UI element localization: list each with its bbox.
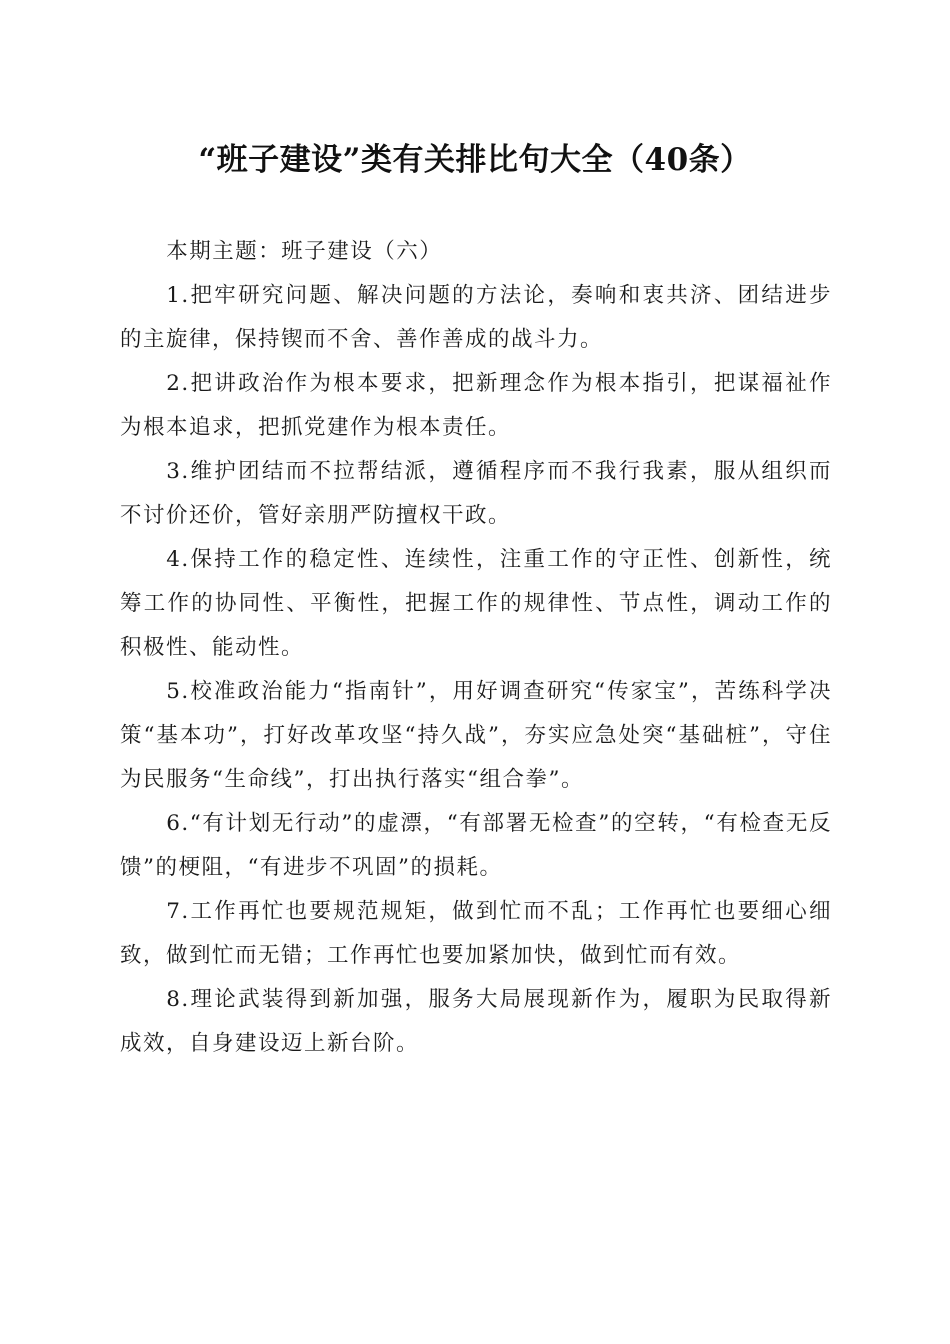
list-item-7: 7.工作再忙也要规范规矩，做到忙而不乱；工作再忙也要细心细致，做到忙而无错；工作再忙也要加紧加快，做到忙而有效。 [120,899,832,968]
list-item-8: 8.理论武装得到新加强，服务大局展现新作为，履职为民取得新成效，自身建设迈上新台阶。 [120,987,832,1056]
list-item-4: 4.保持工作的稳定性、连续性，注重工作的守正性、创新性，统筹工作的协同性、平衡性，把握工作的规律性、节点性，调动工作的积极性、能动性。 [120,547,832,660]
intro-paragraph: 本期主题：班子建设（六） [166,239,443,264]
list-item-3: 3.维护团结而不拉帮结派，遵循程序而不我行我素，服从组织而不讨价还价，管好亲朋严防擅权干政。 [120,459,832,528]
document-body [120,230,832,1066]
list-item-6: 6.“有计划无行动”的虚漂，“有部署无检查”的空转，“有检查无反馈”的梗阻，“有进步不巩固”的损耗。 [120,811,832,880]
document-title: “班子建设”类有关排比句大全（40条） [198,142,752,178]
list-item-1: 1.把牢研究问题、解决问题的方法论，奏响和衷共济、团结进步的主旋律，保持锲而不舍、善作善成的战斗力。 [120,283,832,352]
list-item-2: 2.把讲政治作为根本要求，把新理念作为根本指引，把谋福祉作为根本追求，把抓党建作为根本责任。 [120,371,832,440]
list-item-5: 5.校准政治能力“指南针”，用好调查研究“传家宝”，苦练科学决策“基本功”，打好改革攻坚“持久战”，夯实应急处突“基础桩”，守住为民服务“生命线”，打出执行落实“组合拳”。 [120,679,832,792]
